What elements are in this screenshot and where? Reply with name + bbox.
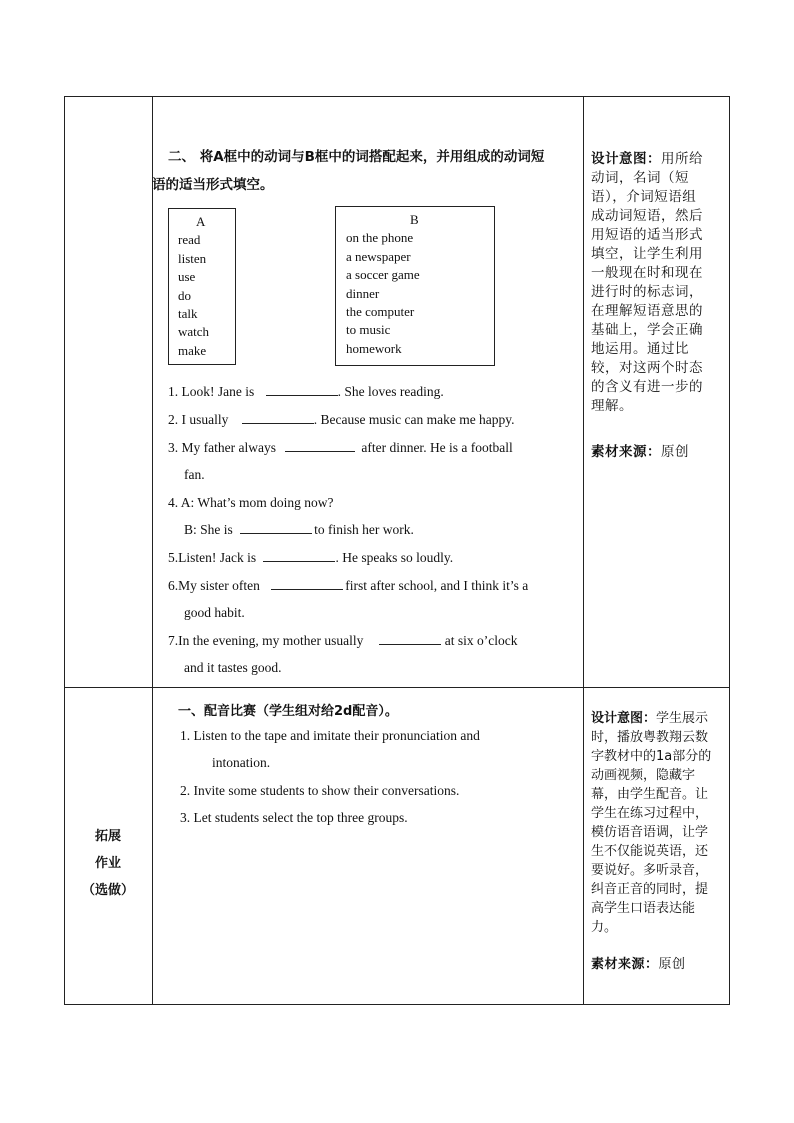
design-intent-line: 在理解短语意思的	[591, 303, 703, 319]
design-intent-label: 设计意图：	[591, 711, 657, 726]
answer-blank[interactable]	[263, 549, 335, 562]
design-intent-line: 动画视频，隐藏字	[591, 768, 696, 783]
answer-blank[interactable]	[240, 521, 312, 534]
design-intent-line: 成动词短语，然后	[591, 208, 703, 224]
word-b-item: to music	[346, 322, 391, 338]
answer-blank[interactable]	[379, 632, 441, 645]
design-intent-line: 用短语的适当形式	[591, 227, 703, 243]
design-intent-line: 一般现在时和现在	[591, 265, 703, 281]
question-text: 5.Listen! Jack is	[168, 550, 257, 565]
word-b-item: a newspaper	[346, 248, 411, 264]
word-a-item: use	[178, 269, 196, 285]
design-intent-line: 学生展示	[656, 711, 709, 726]
question-text: first after school, and I think it’s a	[345, 578, 529, 593]
design-intent-line: 基础上，学会正确	[591, 322, 703, 338]
question-text: to finish her work.	[314, 522, 414, 537]
word-a-item: watch	[178, 324, 210, 340]
activity-item-2: 2. Invite some students to show their conversations.	[180, 783, 460, 798]
question-1	[168, 383, 444, 401]
source-label: 素材来源：	[591, 444, 661, 460]
word-box-b-content	[346, 211, 420, 358]
question-text: . He speaks so loudly.	[335, 550, 454, 565]
question-4-answer	[184, 521, 414, 539]
row-divider	[65, 687, 729, 688]
section2-design-intent	[591, 709, 721, 937]
word-b-item: a soccer game	[346, 267, 420, 283]
answer-blank[interactable]	[271, 577, 343, 590]
design-intent-line: 字教材中的1a部分的	[591, 749, 712, 764]
design-intent-line: 生不仅能说英语，还	[591, 844, 709, 859]
design-intent-line: 模仿语音语调，让学	[591, 825, 709, 840]
design-intent-line: 用所给	[661, 151, 703, 167]
answer-blank[interactable]	[285, 439, 355, 452]
word-a-item: talk	[178, 306, 198, 322]
question-text: B: She is	[184, 522, 233, 537]
design-intent-line: 地运用。通过比	[591, 341, 689, 357]
column-divider-right	[583, 97, 584, 1004]
section1-source	[591, 443, 721, 462]
word-b-item: dinner	[346, 285, 380, 301]
word-b-item: homework	[346, 340, 402, 356]
design-intent-line: 进行时的标志词，	[591, 284, 703, 300]
design-intent-line: 理解。	[591, 398, 633, 414]
word-a-item: read	[178, 232, 201, 248]
design-intent-line: 动词，名词（短	[591, 170, 689, 186]
question-6-cont	[184, 604, 245, 622]
design-intent-line: 力。	[591, 920, 618, 935]
word-box-b-title: B	[410, 212, 419, 227]
question-6	[168, 577, 528, 595]
section1-heading-line1: 二、 将A框中的动词与B框中的词搭配起来，并用组成的动词短	[168, 149, 545, 165]
question-text: 4. A: What’s mom doing now?	[168, 495, 334, 510]
section2-heading: 一、配音比赛（学生组对给2d配音）。	[178, 704, 398, 719]
design-intent-line: 时，播放粤教翔云数	[591, 730, 709, 745]
question-text: 2. I usually	[168, 412, 229, 427]
question-3-cont	[184, 466, 205, 484]
activity-item-3: 3. Let students select the top three groups.	[180, 810, 408, 825]
source-value: 原创	[658, 957, 686, 972]
question-text: . She loves reading.	[337, 384, 444, 399]
question-2	[168, 411, 515, 429]
column-divider-left	[152, 97, 153, 1004]
section1-heading-line2: 语的适当形式填空。	[152, 177, 274, 193]
word-box-a-title: A	[196, 214, 206, 229]
question-text: 7.In the evening, my mother usually	[168, 633, 364, 648]
question-text: 1. Look! Jane is	[168, 384, 255, 399]
question-text: . Because music can make me happy.	[313, 412, 515, 427]
category-line: 拓展	[94, 829, 121, 844]
word-b-item: the computer	[346, 304, 415, 320]
answer-blank[interactable]	[266, 383, 338, 396]
question-4	[168, 494, 334, 512]
answer-blank[interactable]	[242, 411, 314, 424]
word-b-item: on the phone	[346, 230, 414, 246]
category-label	[64, 823, 152, 904]
section1-design-intent	[591, 150, 721, 416]
design-intent-label: 设计意图：	[591, 151, 661, 167]
source-label: 素材来源：	[591, 957, 659, 972]
question-text: and it tastes good.	[184, 660, 282, 675]
design-intent-line: 纠音正音的同时，提	[591, 882, 709, 897]
question-3	[168, 439, 513, 457]
question-7	[168, 632, 517, 650]
design-intent-line: 幕，由学生配音。让	[591, 787, 709, 802]
word-a-item: make	[178, 342, 207, 358]
word-a-item: listen	[178, 250, 207, 266]
question-text: at six o’clock	[444, 633, 518, 648]
design-intent-line: 填空，让学生利用	[591, 246, 703, 262]
category-line: （选做）	[81, 883, 134, 898]
category-line: 作业	[94, 856, 121, 871]
design-intent-line: 学生在练习过程中，	[591, 806, 709, 821]
question-text: 3. My father always	[168, 440, 276, 455]
question-text: good habit.	[184, 605, 245, 620]
design-intent-line: 高学生口语表达能	[591, 901, 696, 916]
design-intent-line: 语），介词短语组	[591, 189, 697, 205]
source-value: 原创	[661, 444, 689, 460]
design-intent-line: 的含义有进一步的	[591, 379, 703, 395]
question-7-cont	[184, 659, 282, 677]
question-5	[168, 549, 453, 567]
section2-source	[591, 955, 721, 974]
word-a-item: do	[178, 287, 191, 303]
activity-item-1-cont: intonation.	[212, 755, 271, 770]
word-box-a-content	[178, 213, 209, 360]
question-text: after dinner. He is a football	[361, 440, 513, 455]
activity-item-1: 1. Listen to the tape and imitate their pronunciation and	[180, 728, 480, 743]
question-text: 6.My sister often	[168, 578, 260, 593]
design-intent-line: 要说好。多听录音，	[591, 863, 709, 878]
question-text: fan.	[184, 467, 205, 482]
design-intent-line: 较，对这两个时态	[591, 360, 703, 376]
